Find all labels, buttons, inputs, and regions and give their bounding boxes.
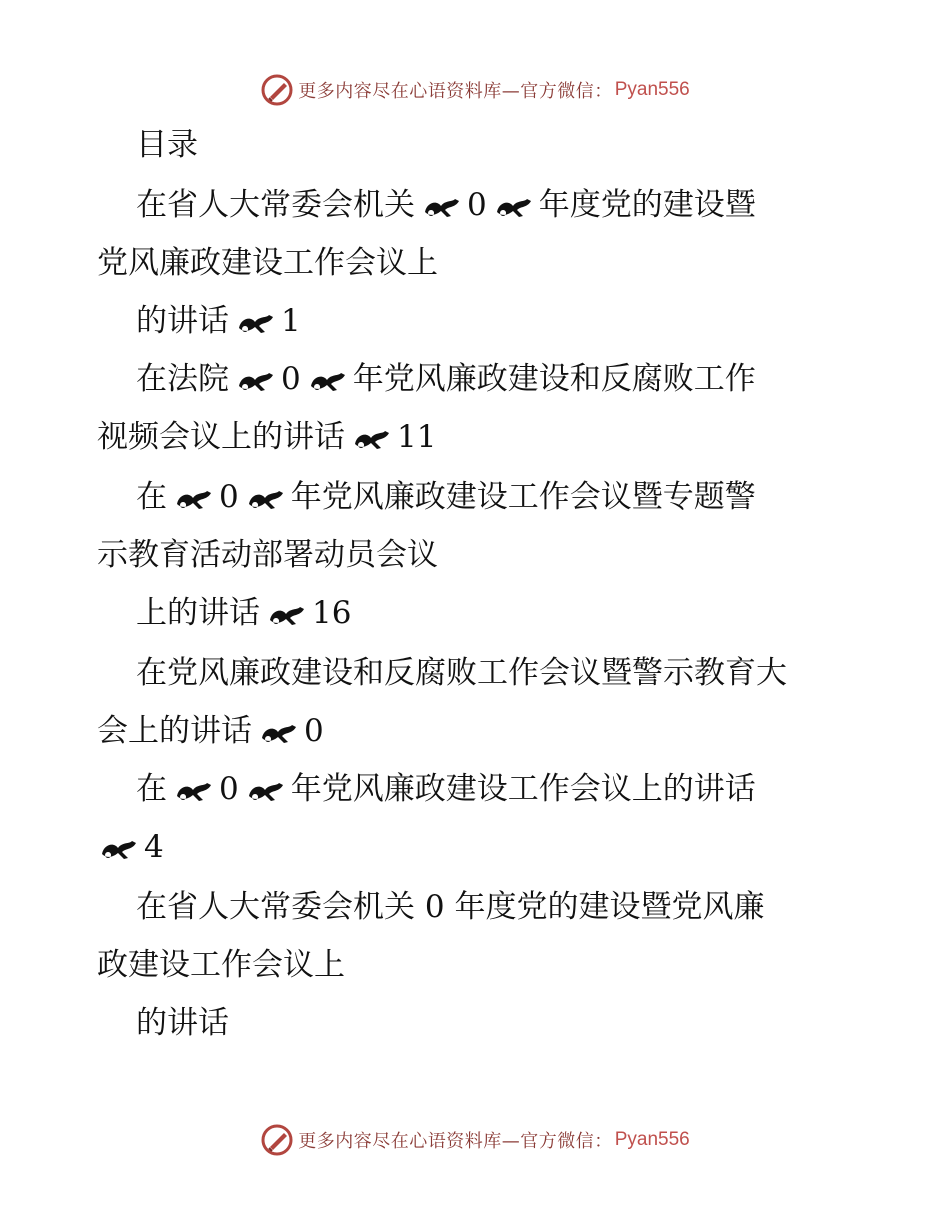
banner-text: 更多内容尽在心语资料库—官方微信： (298, 81, 613, 102)
toc-line-4: 在法院 0 年党风廉政建设和反腐败工作 (136, 361, 756, 397)
toc-line-8: 上的讲话 16 (136, 595, 352, 631)
dingbat-glyph-icon (258, 722, 298, 744)
dingbat-glyph-icon (493, 196, 533, 218)
dingbat-glyph-icon (421, 196, 461, 218)
toc-line-7: 示教育活动部署动员会议 (97, 537, 438, 573)
toc-line-11: 在 0 年党风廉政建设工作会议上的讲话 (136, 771, 756, 807)
toc-line-5: 视频会议上的讲话 11 (97, 419, 437, 455)
header-banner (0, 72, 950, 108)
banner-wechat-id: Pyan556 (614, 79, 690, 100)
dingbat-glyph-icon (266, 604, 306, 626)
toc-line-9: 在党风廉政建设和反腐败工作会议暨警示教育大 (136, 655, 787, 691)
dingbat-glyph-icon (235, 312, 275, 334)
pen-logo-icon (260, 1123, 294, 1157)
pen-logo-icon (260, 73, 294, 107)
dingbat-glyph-icon (245, 780, 285, 802)
dingbat-glyph-icon (173, 488, 213, 510)
banner-text: 更多内容尽在心语资料库—官方微信： (298, 1131, 613, 1152)
toc-line-13: 在省人大常委会机关 0 年度党的建设暨党风廉 (136, 889, 765, 925)
toc-line-14: 政建设工作会议上 (97, 947, 345, 983)
dingbat-glyph-icon (307, 370, 347, 392)
dingbat-glyph-icon (173, 780, 213, 802)
toc-line-6: 在 0 年党风廉政建设工作会议暨专题警 (136, 479, 756, 515)
dingbat-glyph-icon (351, 428, 391, 450)
toc-line-1: 在省人大常委会机关 0 年度党的建设暨 (136, 187, 756, 223)
dingbat-glyph-icon (235, 370, 275, 392)
toc-line-3: 的讲话 1 (136, 303, 301, 339)
toc-line-12: 4 (0, 818, 950, 876)
toc-line-10: 会上的讲话 0 (97, 713, 324, 749)
toc-line-2: 党风廉政建设工作会议上 (97, 245, 438, 281)
dingbat-glyph-icon (98, 838, 138, 860)
banner-wechat-id: Pyan556 (614, 1129, 690, 1150)
footer-banner (0, 1122, 950, 1158)
toc-line-15: 的讲话 (136, 1005, 229, 1041)
dingbat-glyph-icon (245, 488, 285, 510)
toc-title: 目录 (136, 127, 198, 163)
